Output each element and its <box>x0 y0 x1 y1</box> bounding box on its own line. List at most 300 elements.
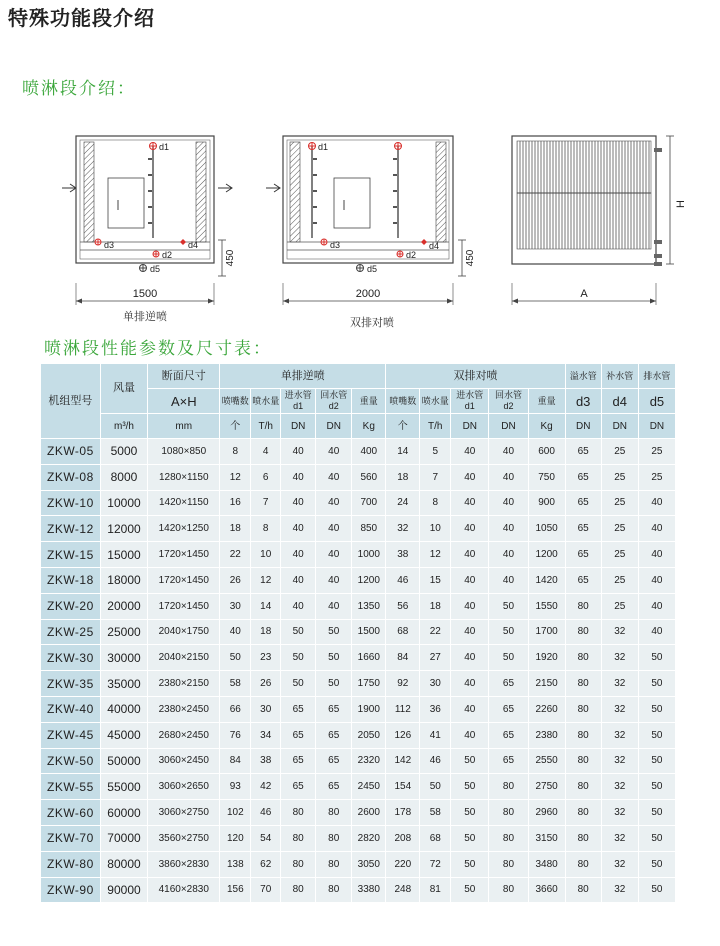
table-cell: 142 <box>386 748 420 774</box>
table-cell: 32 <box>601 800 638 826</box>
table-cell: 25 <box>638 439 675 465</box>
model-cell: ZKW-18 <box>41 567 101 593</box>
table-cell: 40 <box>316 516 352 542</box>
table-cell: 80 <box>489 851 528 877</box>
table-cell: 40 <box>638 542 675 568</box>
width-label-right: A <box>580 288 588 300</box>
table-cell: 40 <box>316 464 352 490</box>
table-row <box>41 696 676 722</box>
table-cell: 560 <box>352 464 386 490</box>
table-cell: 50 <box>638 722 675 748</box>
table-cell: 1720×1450 <box>148 567 220 593</box>
table-cell: 80 <box>565 722 601 748</box>
table-row <box>41 619 676 645</box>
table-cell: 7 <box>420 464 451 490</box>
table-cell: 23 <box>251 645 281 671</box>
table-cell: 50 <box>281 645 316 671</box>
table-cell: 58 <box>220 671 251 697</box>
table-cell: 34 <box>251 722 281 748</box>
table-cell: 220 <box>386 851 420 877</box>
table-cell: 2960 <box>528 800 565 826</box>
model-cell: ZKW-15 <box>41 542 101 568</box>
table-cell: 1280×1150 <box>148 464 220 490</box>
table-cell: 81 <box>420 877 451 903</box>
table-cell: 40 <box>638 490 675 516</box>
table-cell: 1700 <box>528 619 565 645</box>
eliminator-left <box>84 142 94 242</box>
table-cell: 40 <box>489 439 528 465</box>
header-drain: 排水管 <box>638 364 675 389</box>
model-cell: ZKW-25 <box>41 619 101 645</box>
unit-dn: DN <box>316 414 352 439</box>
table-cell: 42 <box>251 774 281 800</box>
table-cell: 3380 <box>352 877 386 903</box>
table-cell: 120 <box>220 825 251 851</box>
table-cell: 4160×2830 <box>148 877 220 903</box>
table-cell: 5 <box>420 439 451 465</box>
table-cell: 850 <box>352 516 386 542</box>
table-cell: 1080×850 <box>148 439 220 465</box>
table-cell: 50 <box>638 774 675 800</box>
table-cell: 12 <box>251 567 281 593</box>
table-cell: 1720×1450 <box>148 542 220 568</box>
table-cell: 80 <box>281 800 316 826</box>
table-cell: 50 <box>316 619 352 645</box>
table-cell: 1500 <box>352 619 386 645</box>
table-cell: 18 <box>220 516 251 542</box>
section-heading-spray-intro: 喷淋段介绍： <box>22 79 136 99</box>
table-cell: 1720×1450 <box>148 593 220 619</box>
unit-dn: DN <box>451 414 489 439</box>
table-cell: 50 <box>451 877 489 903</box>
table-cell: 50 <box>451 800 489 826</box>
table-cell: 68 <box>386 619 420 645</box>
header-model: 机组型号 <box>41 364 101 439</box>
header-airflow: 风量 <box>100 364 147 414</box>
table-cell: 32 <box>386 516 420 542</box>
header-inlet-single: 进水管 d1 <box>281 389 316 414</box>
table-cell: 3860×2830 <box>148 851 220 877</box>
table-cell: 10 <box>420 516 451 542</box>
table-cell: 40 <box>451 619 489 645</box>
table-cell: 32 <box>601 774 638 800</box>
table-cell: 50 <box>451 748 489 774</box>
table-cell: 92 <box>386 671 420 697</box>
table-row <box>41 800 676 826</box>
model-cell: ZKW-08 <box>41 464 101 490</box>
diagram-front-view <box>512 136 687 305</box>
label-d4: d4 <box>188 240 199 250</box>
table-cell: 2680×2450 <box>148 722 220 748</box>
header-d3: d3 <box>565 389 601 414</box>
table-cell: 12 <box>220 464 251 490</box>
table-row <box>41 722 676 748</box>
table-cell: 68 <box>420 825 451 851</box>
table-cell: 40 <box>281 516 316 542</box>
model-cell: ZKW-55 <box>41 774 101 800</box>
table-cell: 50 <box>638 800 675 826</box>
table-cell: 8 <box>251 516 281 542</box>
table-cell: 25 <box>601 516 638 542</box>
table-cell: 32 <box>601 825 638 851</box>
table-cell: 40 <box>638 619 675 645</box>
table-cell: 3660 <box>528 877 565 903</box>
table-cell: 26 <box>220 567 251 593</box>
table-cell: 24 <box>386 490 420 516</box>
spec-table-body <box>41 439 676 903</box>
label-d2: d2 <box>162 250 173 260</box>
table-cell: 400 <box>352 439 386 465</box>
table-cell: 90000 <box>100 877 147 903</box>
table-cell: 5000 <box>100 439 147 465</box>
table-cell: 2260 <box>528 696 565 722</box>
table-cell: 80 <box>565 619 601 645</box>
table-cell: 50 <box>316 645 352 671</box>
table-cell: 112 <box>386 696 420 722</box>
table-cell: 3050 <box>352 851 386 877</box>
table-cell: 25000 <box>100 619 147 645</box>
height-label-middle: 450 <box>465 249 476 267</box>
table-row <box>41 671 676 697</box>
caption-double-opposed-spray: 双排对喷 <box>350 317 394 329</box>
table-cell: 65 <box>489 671 528 697</box>
table-cell: 3060×2450 <box>148 748 220 774</box>
table-cell: 7 <box>251 490 281 516</box>
eliminator-right <box>196 142 206 242</box>
table-cell: 700 <box>352 490 386 516</box>
table-cell: 40 <box>451 516 489 542</box>
table-cell: 2450 <box>352 774 386 800</box>
table-cell: 25 <box>601 567 638 593</box>
table-cell: 40 <box>489 567 528 593</box>
table-cell: 1200 <box>528 542 565 568</box>
table-cell: 50 <box>638 645 675 671</box>
table-cell: 80 <box>316 800 352 826</box>
table-cell: 900 <box>528 490 565 516</box>
table-cell: 80 <box>565 748 601 774</box>
table-cell: 50 <box>489 645 528 671</box>
table-cell: 46 <box>420 748 451 774</box>
table-cell: 40 <box>451 645 489 671</box>
table-cell: 22 <box>220 542 251 568</box>
table-row <box>41 825 676 851</box>
table-cell: 40 <box>489 542 528 568</box>
table-cell: 22 <box>420 619 451 645</box>
table-cell: 80 <box>316 851 352 877</box>
table-cell: 36 <box>420 696 451 722</box>
table-cell: 50 <box>638 696 675 722</box>
table-cell: 40 <box>451 567 489 593</box>
table-cell: 80 <box>565 645 601 671</box>
table-cell: 1660 <box>352 645 386 671</box>
table-cell: 3060×2650 <box>148 774 220 800</box>
table-cell: 2550 <box>528 748 565 774</box>
table-cell: 65 <box>489 696 528 722</box>
table-row <box>41 774 676 800</box>
table-cell: 80 <box>565 877 601 903</box>
table-cell: 54 <box>251 825 281 851</box>
table-cell: 2820 <box>352 825 386 851</box>
table-cell: 2320 <box>352 748 386 774</box>
table-cell: 80000 <box>100 851 147 877</box>
table-cell: 70000 <box>100 825 147 851</box>
access-door <box>108 178 144 228</box>
model-cell: ZKW-30 <box>41 645 101 671</box>
table-cell: 2380×2150 <box>148 671 220 697</box>
diagram-single-reverse-spray <box>62 136 236 323</box>
model-cell: ZKW-05 <box>41 439 101 465</box>
access-door <box>334 178 370 228</box>
table-cell: 32 <box>601 645 638 671</box>
table-cell: 2150 <box>528 671 565 697</box>
table-cell: 1000 <box>352 542 386 568</box>
table-cell: 50 <box>281 671 316 697</box>
table-cell: 60000 <box>100 800 147 826</box>
table-cell: 18000 <box>100 567 147 593</box>
height-label-left: 450 <box>225 249 236 267</box>
table-cell: 40 <box>316 567 352 593</box>
unit-dn: DN <box>601 414 638 439</box>
table-cell: 65 <box>281 774 316 800</box>
table-cell: 40 <box>316 439 352 465</box>
table-cell: 50 <box>451 825 489 851</box>
table-cell: 50 <box>281 619 316 645</box>
model-cell: ZKW-50 <box>41 748 101 774</box>
table-cell: 1900 <box>352 696 386 722</box>
model-cell: ZKW-90 <box>41 877 101 903</box>
table-cell: 93 <box>220 774 251 800</box>
table-cell: 10 <box>251 542 281 568</box>
table-cell: 80 <box>281 877 316 903</box>
table-cell: 80 <box>565 696 601 722</box>
table-cell: 15 <box>420 567 451 593</box>
table-cell: 40 <box>451 490 489 516</box>
table-cell: 32 <box>601 696 638 722</box>
table-cell: 3150 <box>528 825 565 851</box>
table-cell: 65 <box>565 464 601 490</box>
unit-kg: Kg <box>528 414 565 439</box>
table-cell: 50 <box>451 774 489 800</box>
table-cell: 178 <box>386 800 420 826</box>
table-cell: 80 <box>281 851 316 877</box>
table-cell: 50 <box>638 748 675 774</box>
table-cell: 80 <box>565 825 601 851</box>
table-cell: 40 <box>316 593 352 619</box>
table-cell: 32 <box>601 619 638 645</box>
table-cell: 25 <box>601 464 638 490</box>
table-cell: 65 <box>281 696 316 722</box>
table-cell: 50 <box>638 877 675 903</box>
table-cell: 2050 <box>352 722 386 748</box>
table-cell: 1750 <box>352 671 386 697</box>
table-cell: 20000 <box>100 593 147 619</box>
table-cell: 14 <box>386 439 420 465</box>
table-cell: 40 <box>451 542 489 568</box>
header-d5: d5 <box>638 389 675 414</box>
table-row <box>41 748 676 774</box>
table-cell: 80 <box>565 593 601 619</box>
unit-th: T/h <box>420 414 451 439</box>
table-cell: 30 <box>220 593 251 619</box>
unit-dn: DN <box>281 414 316 439</box>
table-cell: 32 <box>601 851 638 877</box>
table-cell: 16 <box>220 490 251 516</box>
table-cell: 50 <box>220 645 251 671</box>
header-nozzles-single: 喷嘴数 <box>220 389 251 414</box>
table-cell: 80 <box>281 825 316 851</box>
table-cell: 40 <box>638 567 675 593</box>
table-cell: 40 <box>451 464 489 490</box>
table-cell: 25 <box>601 593 638 619</box>
table-cell: 138 <box>220 851 251 877</box>
table-cell: 76 <box>220 722 251 748</box>
header-section-size: 断面尺寸 <box>148 364 220 389</box>
table-cell: 50 <box>638 671 675 697</box>
table-cell: 72 <box>420 851 451 877</box>
caption-single-reverse-spray: 单排逆喷 <box>123 311 167 323</box>
label-d5: d5 <box>367 264 378 274</box>
table-cell: 80 <box>489 825 528 851</box>
model-cell: ZKW-40 <box>41 696 101 722</box>
table-cell: 126 <box>386 722 420 748</box>
table-cell: 12000 <box>100 516 147 542</box>
unit-airflow: m³/h <box>100 414 147 439</box>
table-cell: 40 <box>489 516 528 542</box>
table-cell: 45000 <box>100 722 147 748</box>
table-cell: 70 <box>251 877 281 903</box>
model-cell: ZKW-60 <box>41 800 101 826</box>
model-cell: ZKW-45 <box>41 722 101 748</box>
model-cell: ZKW-12 <box>41 516 101 542</box>
width-label-middle: 2000 <box>355 288 381 300</box>
table-cell: 600 <box>528 439 565 465</box>
diagram-double-opposed-spray <box>266 136 476 329</box>
header-d4: d4 <box>601 389 638 414</box>
label-d1: d1 <box>159 142 170 152</box>
unit-th: T/h <box>251 414 281 439</box>
spray-section-diagrams <box>0 118 720 338</box>
table-cell: 40 <box>220 619 251 645</box>
table-cell: 2750 <box>528 774 565 800</box>
table-cell: 40 <box>451 671 489 697</box>
label-d5: d5 <box>150 264 161 274</box>
table-cell: 65 <box>316 696 352 722</box>
outlet-arrow-icon <box>218 184 232 192</box>
table-row <box>41 567 676 593</box>
table-cell: 14 <box>251 593 281 619</box>
table-cell: 32 <box>601 748 638 774</box>
table-cell: 32 <box>601 671 638 697</box>
table-cell: 30 <box>420 671 451 697</box>
table-cell: 62 <box>251 851 281 877</box>
unit-dn: DN <box>565 414 601 439</box>
table-cell: 30000 <box>100 645 147 671</box>
table-cell: 50 <box>451 851 489 877</box>
table-cell: 50 <box>638 825 675 851</box>
table-cell: 1050 <box>528 516 565 542</box>
table-cell: 40 <box>638 593 675 619</box>
table-cell: 80 <box>489 774 528 800</box>
inlet-arrow-icon <box>62 184 76 192</box>
table-cell: 84 <box>220 748 251 774</box>
unit-dn: DN <box>638 414 675 439</box>
table-row <box>41 877 676 903</box>
table-cell: 80 <box>489 877 528 903</box>
table-cell: 18 <box>386 464 420 490</box>
table-cell: 208 <box>386 825 420 851</box>
table-row <box>41 593 676 619</box>
table-cell: 2040×1750 <box>148 619 220 645</box>
table-row <box>41 490 676 516</box>
table-cell: 1200 <box>352 567 386 593</box>
table-cell: 40 <box>281 542 316 568</box>
table-cell: 65 <box>281 748 316 774</box>
table-cell: 80 <box>565 800 601 826</box>
table-cell: 40 <box>489 490 528 516</box>
table-cell: 65 <box>489 722 528 748</box>
table-cell: 40 <box>451 696 489 722</box>
unit-mm: mm <box>148 414 220 439</box>
table-cell: 27 <box>420 645 451 671</box>
table-cell: 55000 <box>100 774 147 800</box>
table-cell: 1920 <box>528 645 565 671</box>
table-cell: 50 <box>489 619 528 645</box>
table-cell: 40 <box>281 490 316 516</box>
table-cell: 750 <box>528 464 565 490</box>
table-cell: 65 <box>316 748 352 774</box>
table-cell: 66 <box>220 696 251 722</box>
table-row <box>41 851 676 877</box>
header-return-double: 回水管 d2 <box>489 389 528 414</box>
table-cell: 46 <box>251 800 281 826</box>
table-cell: 40 <box>489 464 528 490</box>
table-cell: 6 <box>251 464 281 490</box>
model-cell: ZKW-10 <box>41 490 101 516</box>
label-d2: d2 <box>406 250 417 260</box>
table-cell: 40 <box>281 464 316 490</box>
table-cell: 18 <box>251 619 281 645</box>
table-cell: 80 <box>565 851 601 877</box>
label-d3: d3 <box>104 240 115 250</box>
model-cell: ZKW-20 <box>41 593 101 619</box>
table-cell: 1420×1150 <box>148 490 220 516</box>
table-cell: 40 <box>638 516 675 542</box>
table-cell: 65 <box>565 439 601 465</box>
unit-dn: DN <box>489 414 528 439</box>
table-cell: 1420 <box>528 567 565 593</box>
table-cell: 15000 <box>100 542 147 568</box>
table-cell: 40 <box>281 439 316 465</box>
table-cell: 40 <box>281 567 316 593</box>
table-cell: 2040×2150 <box>148 645 220 671</box>
table-cell: 40 <box>451 722 489 748</box>
table-cell: 80 <box>316 877 352 903</box>
header-axh: A×H <box>148 389 220 414</box>
table-cell: 40 <box>281 593 316 619</box>
table-cell: 40 <box>316 490 352 516</box>
table-cell: 50 <box>420 774 451 800</box>
table-cell: 10000 <box>100 490 147 516</box>
table-cell: 3560×2750 <box>148 825 220 851</box>
table-row <box>41 439 676 465</box>
table-cell: 50 <box>638 851 675 877</box>
table-cell: 18 <box>420 593 451 619</box>
model-cell: ZKW-35 <box>41 671 101 697</box>
header-overflow: 溢水管 <box>565 364 601 389</box>
table-cell: 65 <box>565 516 601 542</box>
page-title: 特殊功能段介绍 <box>8 6 155 30</box>
table-cell: 8 <box>420 490 451 516</box>
